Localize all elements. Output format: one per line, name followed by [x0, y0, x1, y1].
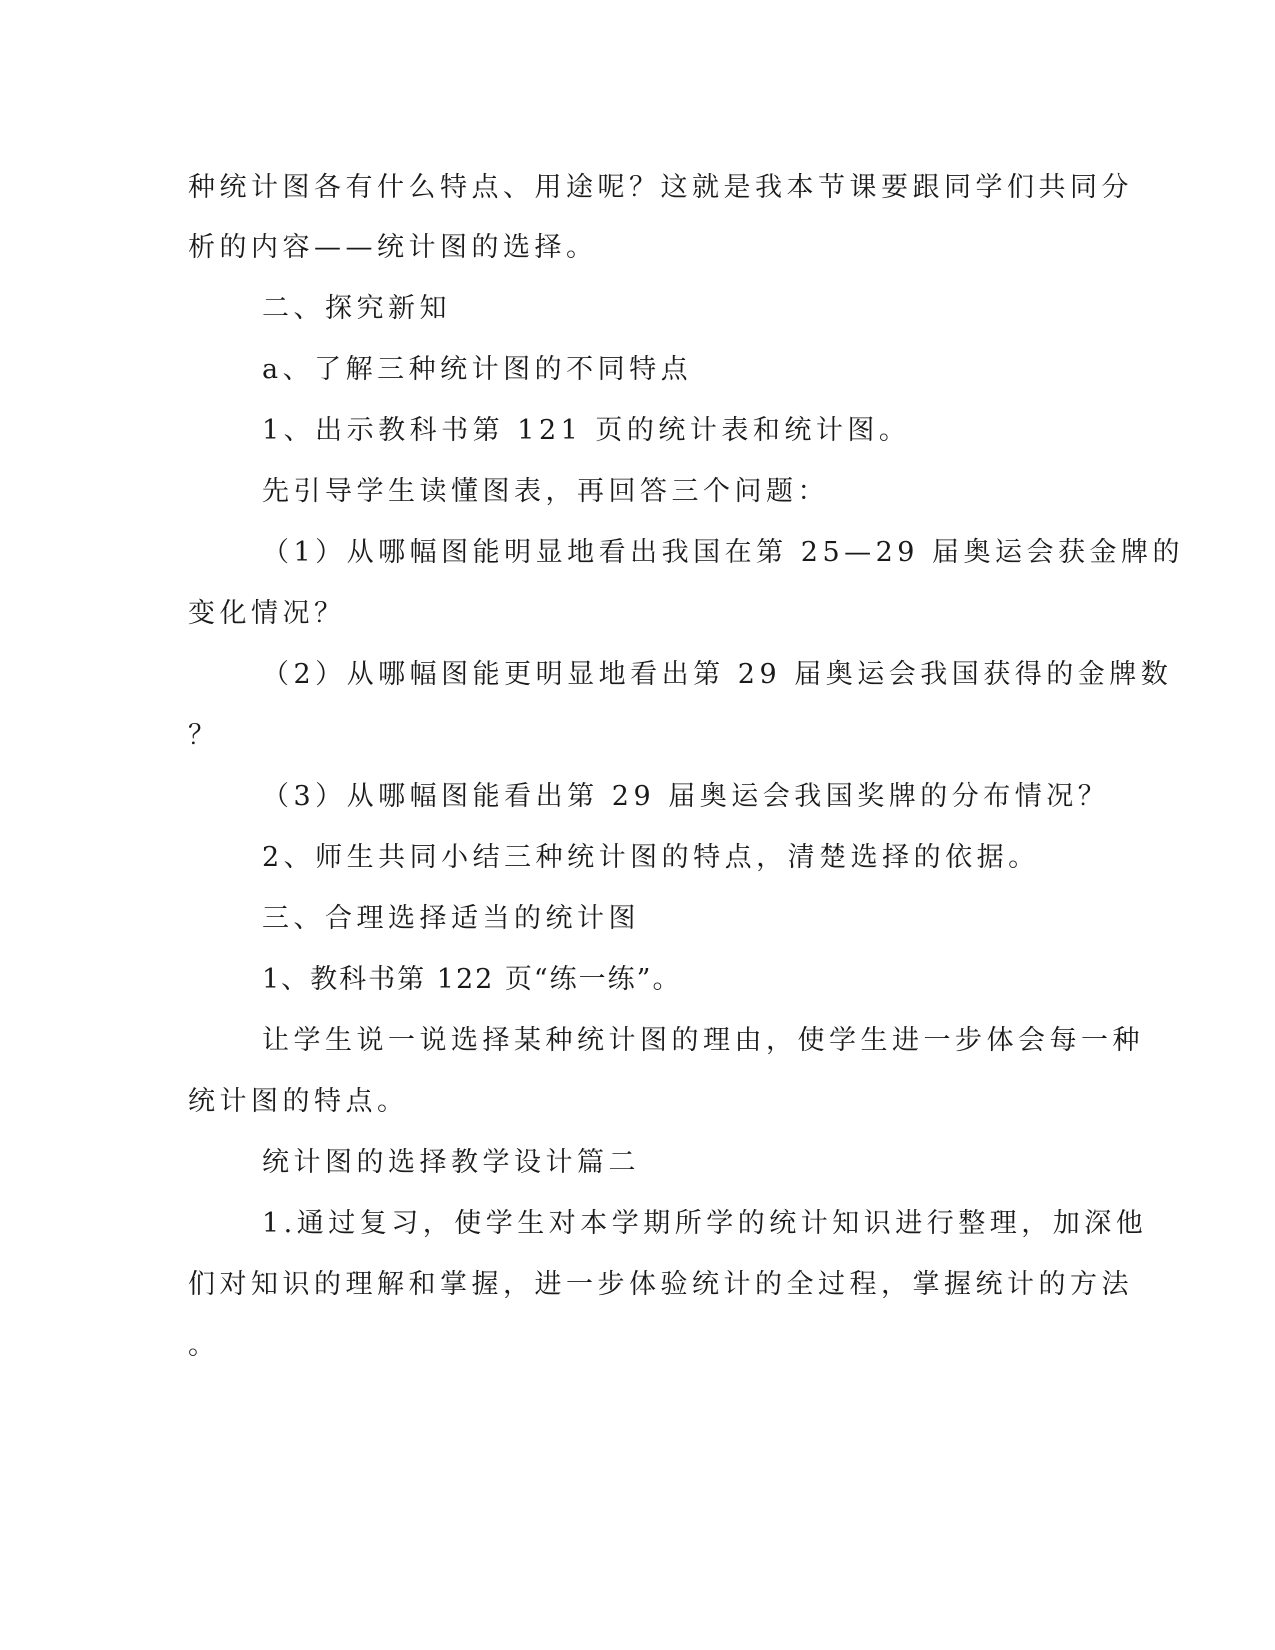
question-line: （2）从哪幅图能更明显地看出第 29 届奥运会我国获得的金牌数 [262, 659, 1173, 690]
paragraph-line: 种统计图各有什么特点、用途呢？这就是我本节课要跟同学们共同分 [188, 172, 1133, 203]
paragraph-line: 让学生说一说选择某种统计图的理由，使学生进一步体会每一种 [262, 1025, 1144, 1056]
section-heading: 三、合理选择适当的统计图 [262, 903, 640, 934]
section-heading: 统计图的选择教学设计篇二 [262, 1147, 640, 1178]
paragraph-line: 析的内容——统计图的选择。 [188, 232, 598, 263]
question-line: （3）从哪幅图能看出第 29 届奥运会我国奖牌的分布情况？ [262, 781, 1110, 812]
paragraph-line: 先引导学生读懂图表，再回答三个问题： [262, 476, 829, 507]
section-heading: 二、探究新知 [262, 293, 451, 324]
paragraph-line: 1、教科书第 122 页“练一练”。 [262, 964, 682, 995]
paragraph-line: 1.通过复习，使学生对本学期所学的统计知识进行整理，加深他 [262, 1208, 1148, 1239]
question-line: ？ [188, 720, 220, 751]
paragraph-line: 2、师生共同小结三种统计图的特点，清楚选择的依据。 [262, 842, 1040, 873]
question-line: 变化情况？ [188, 598, 346, 629]
question-line: （1）从哪幅图能明显地看出我国在第 25—29 届奥运会获金牌的 [262, 537, 1185, 568]
subsection-heading: a、了解三种统计图的不同特点 [262, 354, 693, 385]
paragraph-line: 统计图的特点。 [188, 1086, 409, 1117]
paragraph-line: 1、出示教科书第 121 页的统计表和统计图。 [262, 415, 911, 446]
paragraph-line: 。 [188, 1330, 220, 1361]
paragraph-line: 们对知识的理解和掌握，进一步体验统计的全过程，掌握统计的方法 [188, 1269, 1133, 1300]
